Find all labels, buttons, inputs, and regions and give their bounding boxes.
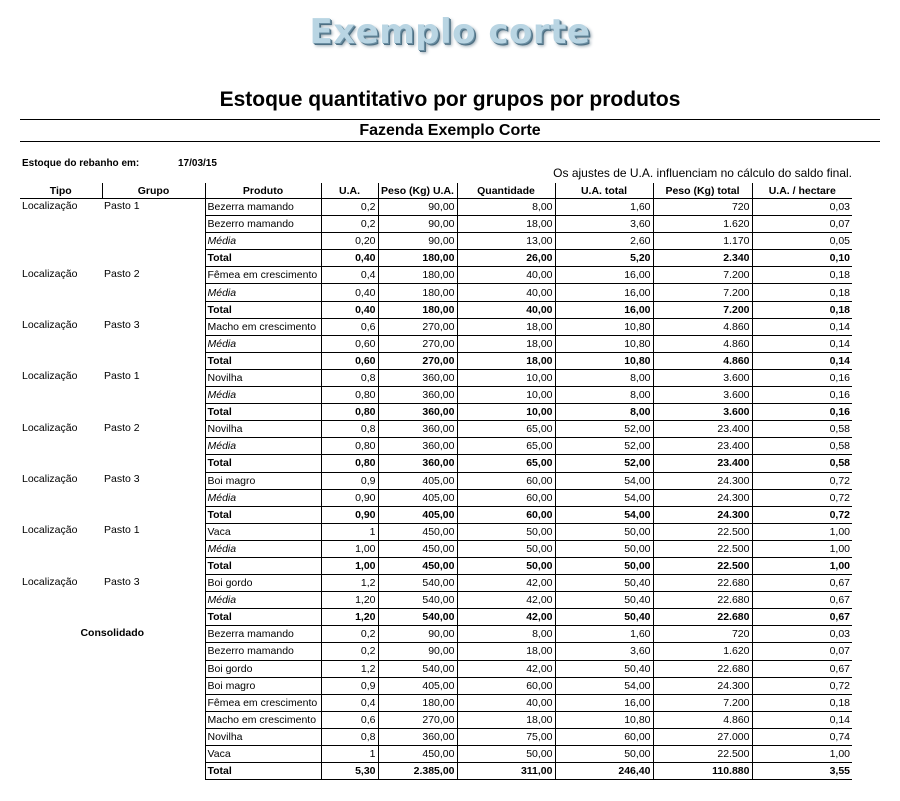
value-cell: 0,2 [321, 199, 378, 216]
value-cell: 10,00 [457, 369, 555, 386]
value-cell: 360,00 [378, 455, 457, 472]
value-cell: 0,9 [321, 472, 378, 489]
product-cell: Total [205, 506, 321, 523]
value-cell: 450,00 [378, 746, 457, 763]
grupo-cell: Pasto 1 [102, 199, 205, 267]
value-cell: 1,60 [555, 626, 653, 643]
product-cell: Fêmea em crescimento [205, 267, 321, 284]
value-cell: 1,00 [752, 540, 852, 557]
value-cell: 24.300 [653, 489, 752, 506]
value-cell: 54,00 [555, 677, 653, 694]
value-cell: 0,67 [752, 575, 852, 592]
value-cell: 18,00 [457, 216, 555, 233]
value-cell: 0,58 [752, 438, 852, 455]
value-cell: 0,40 [321, 250, 378, 267]
value-cell: 405,00 [378, 677, 457, 694]
value-cell: 50,00 [457, 746, 555, 763]
value-cell: 24.300 [653, 472, 752, 489]
value-cell: 180,00 [378, 284, 457, 301]
value-cell: 22.500 [653, 540, 752, 557]
value-cell: 0,2 [321, 643, 378, 660]
value-cell: 1,00 [752, 523, 852, 540]
value-cell: 90,00 [378, 199, 457, 216]
value-cell: 270,00 [378, 335, 457, 352]
tipo-cell: Localização [22, 473, 78, 485]
value-cell: 0,03 [752, 626, 852, 643]
value-cell: 60,00 [457, 506, 555, 523]
value-cell: 50,00 [457, 523, 555, 540]
tipo-cell: Localização [22, 319, 78, 332]
product-cell: Vaca [205, 746, 321, 763]
value-cell: 0,72 [752, 472, 852, 489]
column-header: Tipo [20, 183, 102, 199]
product-cell: Total [205, 250, 321, 267]
grupo-cell: Pasto 3 [102, 575, 205, 626]
column-header: Quantidade [457, 183, 555, 199]
value-cell: 0,40 [321, 284, 378, 301]
value-cell: 8,00 [555, 387, 653, 404]
product-cell: Total [205, 352, 321, 369]
value-cell: 90,00 [378, 216, 457, 233]
value-cell: 0,60 [321, 335, 378, 352]
value-cell: 0,10 [752, 250, 852, 267]
value-cell: 18,00 [457, 318, 555, 335]
value-cell: 22.500 [653, 746, 752, 763]
value-cell: 75,00 [457, 728, 555, 745]
product-cell: Novilha [205, 728, 321, 745]
product-cell: Média [205, 489, 321, 506]
value-cell: 0,80 [321, 438, 378, 455]
value-cell: 90,00 [378, 643, 457, 660]
report-title: Estoque quantitativo por grupos por produtos [219, 88, 681, 111]
value-cell: 110.880 [653, 763, 752, 780]
value-cell: 5,20 [555, 250, 653, 267]
value-cell: 0,14 [752, 711, 852, 728]
value-cell: 3.600 [653, 387, 752, 404]
value-cell: 0,72 [752, 677, 852, 694]
value-cell: 4.860 [653, 335, 752, 352]
value-cell: 0,6 [321, 318, 378, 335]
report-subtitle: Fazenda Exemplo Corte [359, 122, 541, 139]
value-cell: 3,55 [752, 763, 852, 780]
column-header: Produto [205, 183, 321, 199]
value-cell: 4.860 [653, 352, 752, 369]
value-cell: 23.400 [653, 438, 752, 455]
value-cell: 60,00 [457, 489, 555, 506]
value-cell: 40,00 [457, 301, 555, 318]
product-cell: Boi magro [205, 677, 321, 694]
value-cell: 450,00 [378, 540, 457, 557]
divider [20, 119, 880, 120]
product-cell: Média [205, 233, 321, 250]
value-cell: 7.200 [653, 284, 752, 301]
value-cell: 7.200 [653, 301, 752, 318]
value-cell: 42,00 [457, 575, 555, 592]
value-cell: 1,00 [321, 557, 378, 574]
value-cell: 26,00 [457, 250, 555, 267]
logo: Exemplo corte [309, 12, 591, 52]
value-cell: 23.400 [653, 421, 752, 438]
header-row [20, 183, 852, 199]
value-cell: 0,14 [752, 318, 852, 335]
product-cell: Macho em crescimento [205, 711, 321, 728]
column-header: U.A. [321, 183, 378, 199]
consolidated-label: Consolidado [20, 626, 205, 780]
stock-table [20, 183, 852, 780]
tipo-cell: Localização [22, 421, 78, 434]
value-cell: 8,00 [555, 369, 653, 386]
value-cell: 16,00 [555, 301, 653, 318]
product-cell: Bezerro mamando [205, 216, 321, 233]
value-cell: 180,00 [378, 301, 457, 318]
stock-date-value: 17/03/15 [178, 158, 217, 169]
value-cell: 18,00 [457, 643, 555, 660]
tipo-cell: Localização [22, 267, 78, 280]
value-cell: 1 [321, 746, 378, 763]
column-header: U.A. / hectare [752, 183, 852, 199]
value-cell: 10,80 [555, 352, 653, 369]
value-cell: 0,80 [321, 455, 378, 472]
value-cell: 720 [653, 626, 752, 643]
product-cell: Total [205, 301, 321, 318]
product-cell: Total [205, 404, 321, 421]
grupo-cell: Pasto 2 [102, 421, 205, 472]
value-cell: 0,16 [752, 369, 852, 386]
table-row [20, 318, 852, 335]
value-cell: 40,00 [457, 267, 555, 284]
value-cell: 3.600 [653, 369, 752, 386]
value-cell: 0,4 [321, 694, 378, 711]
value-cell: 311,00 [457, 763, 555, 780]
value-cell: 50,00 [457, 540, 555, 557]
value-cell: 22.680 [653, 660, 752, 677]
table-row [20, 523, 852, 540]
value-cell: 180,00 [378, 267, 457, 284]
value-cell: 27.000 [653, 728, 752, 745]
tipo-cell: Localização [22, 575, 78, 588]
value-cell: 42,00 [457, 609, 555, 626]
value-cell: 0,60 [321, 352, 378, 369]
value-cell: 13,00 [457, 233, 555, 250]
value-cell: 50,40 [555, 575, 653, 592]
value-cell: 8,00 [457, 199, 555, 216]
column-header: U.A. total [555, 183, 653, 199]
value-cell: 0,16 [752, 387, 852, 404]
value-cell: 180,00 [378, 694, 457, 711]
value-cell: 4.860 [653, 711, 752, 728]
value-cell: 50,40 [555, 660, 653, 677]
table-row [20, 626, 852, 643]
value-cell: 18,00 [457, 352, 555, 369]
product-cell: Macho em crescimento [205, 318, 321, 335]
value-cell: 10,00 [457, 387, 555, 404]
value-cell: 52,00 [555, 438, 653, 455]
grupo-cell: Pasto 3 [102, 472, 205, 523]
value-cell: 360,00 [378, 387, 457, 404]
value-cell: 0,72 [752, 506, 852, 523]
value-cell: 360,00 [378, 404, 457, 421]
value-cell: 0,80 [321, 387, 378, 404]
value-cell: 18,00 [457, 711, 555, 728]
product-cell: Boi gordo [205, 660, 321, 677]
value-cell: 65,00 [457, 438, 555, 455]
value-cell: 16,00 [555, 694, 653, 711]
value-cell: 0,2 [321, 216, 378, 233]
value-cell: 0,18 [752, 301, 852, 318]
value-cell: 1,00 [752, 746, 852, 763]
value-cell: 8,00 [457, 626, 555, 643]
value-cell: 360,00 [378, 369, 457, 386]
value-cell: 1,20 [321, 609, 378, 626]
value-cell: 8,00 [555, 404, 653, 421]
value-cell: 0,58 [752, 455, 852, 472]
value-cell: 7.200 [653, 694, 752, 711]
grupo-cell: Pasto 3 [102, 318, 205, 369]
value-cell: 405,00 [378, 472, 457, 489]
value-cell: 1,2 [321, 575, 378, 592]
value-cell: 18,00 [457, 335, 555, 352]
table-row [20, 421, 852, 438]
value-cell: 50,00 [555, 540, 653, 557]
product-cell: Boi gordo [205, 575, 321, 592]
value-cell: 22.680 [653, 592, 752, 609]
value-cell: 246,40 [555, 763, 653, 780]
value-cell: 180,00 [378, 250, 457, 267]
value-cell: 65,00 [457, 421, 555, 438]
value-cell: 0,14 [752, 335, 852, 352]
value-cell: 0,16 [752, 404, 852, 421]
value-cell: 7.200 [653, 267, 752, 284]
value-cell: 450,00 [378, 523, 457, 540]
value-cell: 54,00 [555, 472, 653, 489]
value-cell: 0,2 [321, 626, 378, 643]
adjustment-note: Os ajustes de U.A. influenciam no cálculo do saldo final. [553, 166, 852, 180]
value-cell: 50,40 [555, 592, 653, 609]
value-cell: 1,2 [321, 660, 378, 677]
stock-date-label: Estoque do rebanho em: [22, 158, 140, 169]
value-cell: 50,00 [555, 557, 653, 574]
value-cell: 0,20 [321, 233, 378, 250]
value-cell: 52,00 [555, 455, 653, 472]
grupo-cell: Pasto 1 [102, 523, 205, 574]
value-cell: 10,80 [555, 318, 653, 335]
value-cell: 42,00 [457, 592, 555, 609]
value-cell: 2.385,00 [378, 763, 457, 780]
value-cell: 0,67 [752, 660, 852, 677]
value-cell: 10,00 [457, 404, 555, 421]
value-cell: 24.300 [653, 506, 752, 523]
product-cell: Total [205, 763, 321, 780]
column-header: Grupo [102, 183, 205, 199]
table-row [20, 472, 852, 489]
product-cell: Média [205, 387, 321, 404]
value-cell: 270,00 [378, 352, 457, 369]
value-cell: 42,00 [457, 660, 555, 677]
product-cell: Boi magro [205, 472, 321, 489]
value-cell: 0,8 [321, 728, 378, 745]
value-cell: 1.620 [653, 643, 752, 660]
value-cell: 0,74 [752, 728, 852, 745]
tipo-cell: Localização [22, 370, 78, 383]
value-cell: 0,67 [752, 592, 852, 609]
table-row [20, 369, 852, 386]
value-cell: 0,8 [321, 369, 378, 386]
value-cell: 60,00 [457, 677, 555, 694]
value-cell: 720 [653, 199, 752, 216]
value-cell: 0,58 [752, 421, 852, 438]
value-cell: 1.620 [653, 216, 752, 233]
value-cell: 0,67 [752, 609, 852, 626]
value-cell: 0,07 [752, 216, 852, 233]
value-cell: 52,00 [555, 421, 653, 438]
product-cell: Novilha [205, 369, 321, 386]
column-header: Peso (Kg) U.A. [378, 183, 457, 199]
product-cell: Total [205, 455, 321, 472]
product-cell: Fêmea em crescimento [205, 694, 321, 711]
value-cell: 0,8 [321, 421, 378, 438]
grupo-cell: Pasto 1 [102, 369, 205, 420]
table-row [20, 267, 852, 284]
value-cell: 10,80 [555, 711, 653, 728]
value-cell: 54,00 [555, 489, 653, 506]
tipo-cell: Localização [22, 524, 78, 537]
value-cell: 360,00 [378, 728, 457, 745]
value-cell: 22.680 [653, 609, 752, 626]
value-cell: 270,00 [378, 318, 457, 335]
value-cell: 2,60 [555, 233, 653, 250]
value-cell: 3,60 [555, 216, 653, 233]
value-cell: 90,00 [378, 233, 457, 250]
value-cell: 1,20 [321, 592, 378, 609]
value-cell: 60,00 [555, 728, 653, 745]
value-cell: 0,05 [752, 233, 852, 250]
value-cell: 22.500 [653, 557, 752, 574]
value-cell: 1,60 [555, 199, 653, 216]
value-cell: 0,14 [752, 352, 852, 369]
value-cell: 1,00 [321, 540, 378, 557]
tipo-cell: Localização [22, 200, 78, 212]
value-cell: 1,00 [752, 557, 852, 574]
column-header: Peso (Kg) total [653, 183, 752, 199]
value-cell: 0,9 [321, 677, 378, 694]
value-cell: 22.680 [653, 575, 752, 592]
value-cell: 540,00 [378, 609, 457, 626]
value-cell: 1.170 [653, 233, 752, 250]
value-cell: 360,00 [378, 438, 457, 455]
product-cell: Bezerro mamando [205, 643, 321, 660]
value-cell: 0,03 [752, 199, 852, 216]
product-cell: Média [205, 540, 321, 557]
product-cell: Bezerra mamando [205, 626, 321, 643]
value-cell: 405,00 [378, 489, 457, 506]
product-cell: Média [205, 592, 321, 609]
value-cell: 270,00 [378, 711, 457, 728]
value-cell: 0,72 [752, 489, 852, 506]
table-row [20, 575, 852, 592]
product-cell: Total [205, 557, 321, 574]
value-cell: 360,00 [378, 421, 457, 438]
value-cell: 450,00 [378, 557, 457, 574]
value-cell: 50,40 [555, 609, 653, 626]
divider [20, 141, 880, 142]
product-cell: Média [205, 284, 321, 301]
value-cell: 1 [321, 523, 378, 540]
value-cell: 50,00 [555, 746, 653, 763]
value-cell: 0,80 [321, 404, 378, 421]
value-cell: 405,00 [378, 506, 457, 523]
value-cell: 2.340 [653, 250, 752, 267]
value-cell: 0,40 [321, 301, 378, 318]
value-cell: 65,00 [457, 455, 555, 472]
value-cell: 23.400 [653, 455, 752, 472]
value-cell: 16,00 [555, 284, 653, 301]
value-cell: 0,4 [321, 267, 378, 284]
value-cell: 0,6 [321, 711, 378, 728]
value-cell: 16,00 [555, 267, 653, 284]
value-cell: 5,30 [321, 763, 378, 780]
value-cell: 0,18 [752, 284, 852, 301]
value-cell: 0,07 [752, 643, 852, 660]
table-row [20, 199, 852, 216]
value-cell: 60,00 [457, 472, 555, 489]
value-cell: 50,00 [555, 523, 653, 540]
value-cell: 0,18 [752, 694, 852, 711]
value-cell: 50,00 [457, 557, 555, 574]
value-cell: 40,00 [457, 284, 555, 301]
value-cell: 24.300 [653, 677, 752, 694]
value-cell: 0,90 [321, 489, 378, 506]
value-cell: 22.500 [653, 523, 752, 540]
value-cell: 40,00 [457, 694, 555, 711]
value-cell: 90,00 [378, 626, 457, 643]
value-cell: 540,00 [378, 592, 457, 609]
value-cell: 0,18 [752, 267, 852, 284]
product-cell: Total [205, 609, 321, 626]
value-cell: 540,00 [378, 575, 457, 592]
product-cell: Novilha [205, 421, 321, 438]
value-cell: 3.600 [653, 404, 752, 421]
product-cell: Média [205, 335, 321, 352]
value-cell: 540,00 [378, 660, 457, 677]
value-cell: 0,90 [321, 506, 378, 523]
value-cell: 10,80 [555, 335, 653, 352]
product-cell: Média [205, 438, 321, 455]
product-cell: Bezerra mamando [205, 199, 321, 216]
grupo-cell: Pasto 2 [102, 267, 205, 318]
value-cell: 3,60 [555, 643, 653, 660]
product-cell: Vaca [205, 523, 321, 540]
value-cell: 54,00 [555, 506, 653, 523]
value-cell: 4.860 [653, 318, 752, 335]
